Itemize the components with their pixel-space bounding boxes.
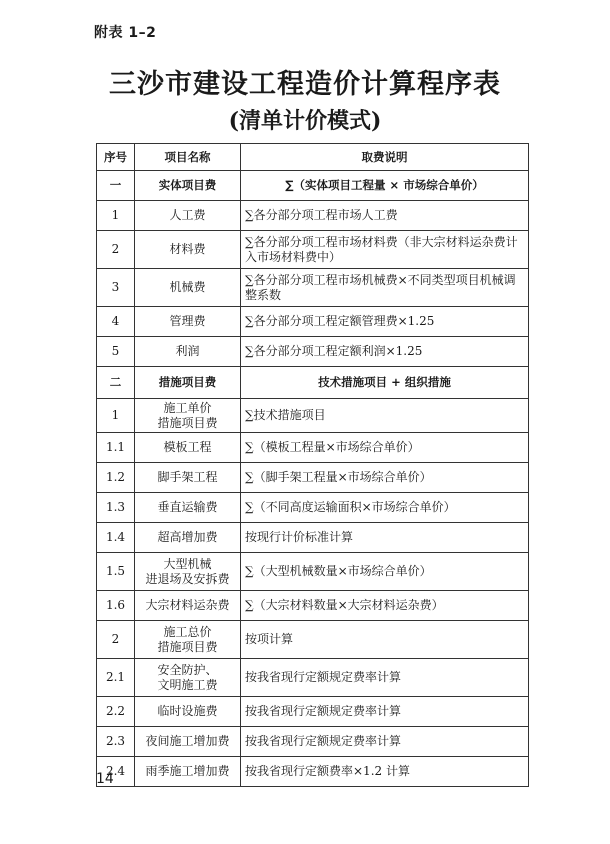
row-item-name: 模板工程: [135, 433, 241, 463]
document-subtitle: (清单计价模式): [228, 108, 382, 134]
row-number: 2.3: [97, 727, 135, 757]
row-fee-description: 按我省现行定额规定费率计算: [241, 659, 529, 697]
row-item-name: 施工总价 措施项目费: [135, 621, 241, 659]
row-fee-description: ∑各分部分项工程市场人工费: [241, 201, 529, 231]
row-item-name: 夜间施工增加费: [135, 727, 241, 757]
table-row: [97, 399, 529, 433]
row-item-name: 超高增加费: [135, 523, 241, 553]
row-number: 1.5: [97, 553, 135, 591]
table-header-row: [97, 144, 529, 171]
appendix-label: 附表 1–2: [94, 25, 157, 41]
row-item-name: 措施项目费: [135, 367, 241, 399]
row-item-name: 施工单价 措施项目费: [135, 399, 241, 433]
row-fee-description: 按我省现行定额规定费率计算: [241, 697, 529, 727]
row-number: 1.1: [97, 433, 135, 463]
row-number: 1.3: [97, 493, 135, 523]
row-item-name: 材料费: [135, 231, 241, 269]
row-item-name: 安全防护、 文明施工费: [135, 659, 241, 697]
row-fee-description: ∑（脚手架工程量×市场综合单价）: [241, 463, 529, 493]
table-row: [97, 337, 529, 367]
table-row: [97, 433, 529, 463]
page-number: 14: [96, 771, 114, 787]
row-fee-description: ∑（模板工程量×市场综合单价）: [241, 433, 529, 463]
table-row: [97, 463, 529, 493]
table-row: [97, 553, 529, 591]
row-fee-description: ∑各分部分项工程定额管理费×1.25: [241, 307, 529, 337]
row-number: 二: [97, 367, 135, 399]
row-item-name: 垂直运输费: [135, 493, 241, 523]
row-number: 2: [97, 231, 135, 269]
row-item-name: 雨季施工增加费: [135, 757, 241, 787]
row-fee-description: 技术措施项目 + 组织措施: [241, 367, 529, 399]
table-row: [97, 697, 529, 727]
row-fee-description: ∑（大型机械数量×市场综合单价）: [241, 553, 529, 591]
row-number: 4: [97, 307, 135, 337]
table-row: [97, 757, 529, 787]
row-item-name: 实体项目费: [135, 171, 241, 201]
row-number: 2.1: [97, 659, 135, 697]
row-item-name: 管理费: [135, 307, 241, 337]
row-fee-description: ∑各分部分项工程定额利润×1.25: [241, 337, 529, 367]
table-row: [97, 231, 529, 269]
document-title: 三沙市建设工程造价计算程序表: [109, 69, 501, 100]
row-number: 2: [97, 621, 135, 659]
row-fee-description: 按现行计价标准计算: [241, 523, 529, 553]
table-row: [97, 523, 529, 553]
row-item-name: 大型机械 进退场及安拆费: [135, 553, 241, 591]
row-number: 1.4: [97, 523, 135, 553]
table-row: [97, 727, 529, 757]
row-fee-description: ∑（不同高度运输面积×市场综合单价）: [241, 493, 529, 523]
row-fee-description: ∑（大宗材料数量×大宗材料运杂费）: [241, 591, 529, 621]
row-fee-description: 按我省现行定额费率×1.2 计算: [241, 757, 529, 787]
section-row: [97, 367, 529, 399]
row-fee-description: ∑各分部分项工程市场材料费（非大宗材料运杂费计入市场材料费中）: [241, 231, 529, 269]
table-row: [97, 201, 529, 231]
row-fee-description: ∑（实体项目工程量 × 市场综合单价）: [241, 171, 529, 201]
header-item-name: 项目名称: [135, 144, 241, 171]
section-row: [97, 171, 529, 201]
fee-calculation-table: [96, 143, 529, 787]
table-row: [97, 621, 529, 659]
row-number: 2.4: [97, 757, 135, 787]
table-row: [97, 591, 529, 621]
header-fee-description: 取费说明: [241, 144, 529, 171]
row-number: 1.6: [97, 591, 135, 621]
table-row: [97, 307, 529, 337]
row-item-name: 临时设施费: [135, 697, 241, 727]
row-item-name: 机械费: [135, 269, 241, 307]
row-fee-description: 按项计算: [241, 621, 529, 659]
table-row: [97, 659, 529, 697]
row-item-name: 人工费: [135, 201, 241, 231]
row-number: 1: [97, 201, 135, 231]
row-number: 1.2: [97, 463, 135, 493]
header-no: 序号: [97, 144, 135, 171]
row-item-name: 脚手架工程: [135, 463, 241, 493]
table-row: [97, 269, 529, 307]
row-item-name: 利润: [135, 337, 241, 367]
row-fee-description: ∑技术措施项目: [241, 399, 529, 433]
table-row: [97, 493, 529, 523]
row-number: 3: [97, 269, 135, 307]
row-fee-description: 按我省现行定额规定费率计算: [241, 727, 529, 757]
row-number: 2.2: [97, 697, 135, 727]
row-number: 5: [97, 337, 135, 367]
row-number: 一: [97, 171, 135, 201]
row-number: 1: [97, 399, 135, 433]
row-fee-description: ∑各分部分项工程市场机械费×不同类型项目机械调整系数: [241, 269, 529, 307]
row-item-name: 大宗材料运杂费: [135, 591, 241, 621]
